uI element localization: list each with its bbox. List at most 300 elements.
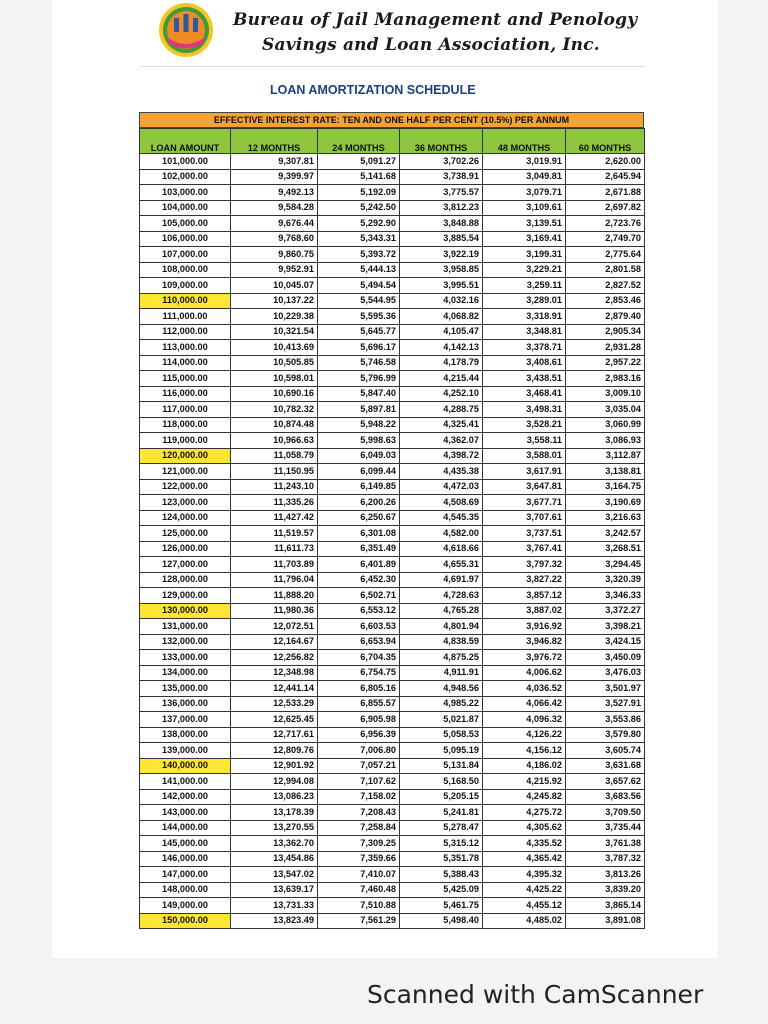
loan-amount-cell: 108,000.00 <box>140 262 231 278</box>
payment-cell: 3,647.81 <box>483 479 566 495</box>
payment-cell: 4,032.16 <box>400 293 483 309</box>
table-row <box>140 479 645 495</box>
payment-cell: 5,645.77 <box>318 324 400 340</box>
payment-cell: 4,911.91 <box>400 665 483 681</box>
payment-cell: 11,703.89 <box>231 557 318 573</box>
loan-amount-cell: 117,000.00 <box>140 402 231 418</box>
payment-cell: 3,109.61 <box>483 200 566 216</box>
payment-cell: 4,156.12 <box>483 743 566 759</box>
payment-cell: 10,782.32 <box>231 402 318 418</box>
payment-cell: 3,775.57 <box>400 185 483 201</box>
payment-cell: 2,957.22 <box>566 355 645 371</box>
payment-cell: 3,848.88 <box>400 216 483 232</box>
table-row <box>140 665 645 681</box>
payment-cell: 3,813.26 <box>566 867 645 883</box>
payment-cell: 3,348.81 <box>483 324 566 340</box>
payment-cell: 4,691.97 <box>400 572 483 588</box>
payment-cell: 11,980.36 <box>231 603 318 619</box>
loan-amount-cell: 113,000.00 <box>140 340 231 356</box>
payment-cell: 2,983.16 <box>566 371 645 387</box>
payment-cell: 3,086.93 <box>566 433 645 449</box>
payment-cell: 12,809.76 <box>231 743 318 759</box>
payment-cell: 10,137.22 <box>231 293 318 309</box>
table-row <box>140 231 645 247</box>
payment-cell: 2,827.52 <box>566 278 645 294</box>
payment-cell: 9,768.60 <box>231 231 318 247</box>
payment-cell: 5,131.84 <box>400 758 483 774</box>
payment-cell: 5,998.63 <box>318 433 400 449</box>
interest-rate-banner: EFFECTIVE INTEREST RATE: TEN AND ONE HALF PER CENT (10.5%) PER ANNUM <box>139 112 644 128</box>
payment-cell: 6,855.57 <box>318 696 400 712</box>
payment-cell: 11,888.20 <box>231 588 318 604</box>
payment-cell: 3,946.82 <box>483 634 566 650</box>
logo-figure-left <box>174 18 179 32</box>
payment-cell: 3,060.99 <box>566 417 645 433</box>
payment-cell: 4,728.63 <box>400 588 483 604</box>
loan-amount-cell: 118,000.00 <box>140 417 231 433</box>
payment-cell: 3,438.51 <box>483 371 566 387</box>
payment-cell: 7,410.07 <box>318 867 400 883</box>
payment-cell: 4,985.22 <box>400 696 483 712</box>
payment-cell: 3,190.69 <box>566 495 645 511</box>
payment-cell: 10,966.63 <box>231 433 318 449</box>
document-title: LOAN AMORTIZATION SCHEDULE <box>270 83 476 97</box>
loan-amount-cell: 103,000.00 <box>140 185 231 201</box>
payment-cell: 4,252.10 <box>400 386 483 402</box>
loan-amount-cell: 133,000.00 <box>140 650 231 666</box>
payment-cell: 2,671.88 <box>566 185 645 201</box>
column-header: 24 MONTHS <box>318 129 400 154</box>
payment-cell: 11,611.73 <box>231 541 318 557</box>
payment-cell: 6,704.35 <box>318 650 400 666</box>
payment-cell: 5,315.12 <box>400 836 483 852</box>
payment-cell: 5,796.99 <box>318 371 400 387</box>
payment-cell: 3,797.32 <box>483 557 566 573</box>
table-row <box>140 495 645 511</box>
payment-cell: 4,105.47 <box>400 324 483 340</box>
payment-cell: 4,398.72 <box>400 448 483 464</box>
payment-cell: 6,250.67 <box>318 510 400 526</box>
payment-cell: 5,242.50 <box>318 200 400 216</box>
loan-amount-cell: 101,000.00 <box>140 154 231 170</box>
payment-cell: 4,508.69 <box>400 495 483 511</box>
loan-amount-cell: 127,000.00 <box>140 557 231 573</box>
payment-cell: 5,278.47 <box>400 820 483 836</box>
loan-amount-cell: 121,000.00 <box>140 464 231 480</box>
payment-cell: 3,268.51 <box>566 541 645 557</box>
loan-amount-cell: 119,000.00 <box>140 433 231 449</box>
payment-cell: 11,427.42 <box>231 510 318 526</box>
loan-amount-cell: 134,000.00 <box>140 665 231 681</box>
payment-cell: 13,731.33 <box>231 898 318 914</box>
payment-cell: 10,505.85 <box>231 355 318 371</box>
column-header: LOAN AMOUNT <box>140 129 231 154</box>
payment-cell: 2,931.28 <box>566 340 645 356</box>
payment-cell: 4,875.25 <box>400 650 483 666</box>
table-row <box>140 557 645 573</box>
payment-cell: 5,494.54 <box>318 278 400 294</box>
loan-amount-cell: 122,000.00 <box>140 479 231 495</box>
payment-cell: 5,095.19 <box>400 743 483 759</box>
payment-cell: 6,956.39 <box>318 727 400 743</box>
payment-cell: 3,735.44 <box>566 820 645 836</box>
payment-cell: 3,169.41 <box>483 231 566 247</box>
loan-amount-cell: 123,000.00 <box>140 495 231 511</box>
payment-cell: 2,853.46 <box>566 293 645 309</box>
payment-cell: 12,441.14 <box>231 681 318 697</box>
payment-cell: 3,677.71 <box>483 495 566 511</box>
payment-cell: 4,036.52 <box>483 681 566 697</box>
loan-amount-cell: 112,000.00 <box>140 324 231 340</box>
payment-cell: 11,243.10 <box>231 479 318 495</box>
payment-cell: 3,259.11 <box>483 278 566 294</box>
payment-cell: 2,723.76 <box>566 216 645 232</box>
payment-cell: 9,584.28 <box>231 200 318 216</box>
payment-cell: 4,435.38 <box>400 464 483 480</box>
payment-cell: 3,887.02 <box>483 603 566 619</box>
table-row <box>140 309 645 325</box>
payment-cell: 3,958.85 <box>400 262 483 278</box>
payment-cell: 7,359.66 <box>318 851 400 867</box>
payment-cell: 7,309.25 <box>318 836 400 852</box>
payment-cell: 5,351.78 <box>400 851 483 867</box>
payment-cell: 3,318.91 <box>483 309 566 325</box>
payment-cell: 3,408.61 <box>483 355 566 371</box>
payment-cell: 13,086.23 <box>231 789 318 805</box>
payment-cell: 9,307.81 <box>231 154 318 170</box>
payment-cell: 4,142.13 <box>400 340 483 356</box>
payment-cell: 3,857.12 <box>483 588 566 604</box>
payment-cell: 9,860.75 <box>231 247 318 263</box>
payment-cell: 3,916.92 <box>483 619 566 635</box>
table-row <box>140 464 645 480</box>
table-row <box>140 402 645 418</box>
payment-cell: 4,765.28 <box>400 603 483 619</box>
table-row <box>140 603 645 619</box>
payment-cell: 5,168.50 <box>400 774 483 790</box>
payment-cell: 9,399.97 <box>231 169 318 185</box>
payment-cell: 3,009.10 <box>566 386 645 402</box>
payment-cell: 3,865.14 <box>566 898 645 914</box>
payment-cell: 6,452.30 <box>318 572 400 588</box>
table-row <box>140 898 645 914</box>
payment-cell: 12,256.82 <box>231 650 318 666</box>
loan-amount-cell: 124,000.00 <box>140 510 231 526</box>
loan-amount-cell: 129,000.00 <box>140 588 231 604</box>
payment-cell: 3,827.22 <box>483 572 566 588</box>
payment-cell: 4,245.82 <box>483 789 566 805</box>
column-header: 48 MONTHS <box>483 129 566 154</box>
table-row <box>140 200 645 216</box>
payment-cell: 3,450.09 <box>566 650 645 666</box>
loan-amount-cell: 136,000.00 <box>140 696 231 712</box>
payment-cell: 7,208.43 <box>318 805 400 821</box>
table-row <box>140 541 645 557</box>
loan-amount-cell: 148,000.00 <box>140 882 231 898</box>
payment-cell: 4,365.42 <box>483 851 566 867</box>
table-row <box>140 154 645 170</box>
payment-cell: 3,289.01 <box>483 293 566 309</box>
payment-cell: 13,547.02 <box>231 867 318 883</box>
loan-amount-cell: 138,000.00 <box>140 727 231 743</box>
payment-cell: 2,775.64 <box>566 247 645 263</box>
payment-cell: 3,229.21 <box>483 262 566 278</box>
payment-cell: 13,178.39 <box>231 805 318 821</box>
loan-amount-cell: 128,000.00 <box>140 572 231 588</box>
payment-cell: 4,472.03 <box>400 479 483 495</box>
table-row <box>140 216 645 232</box>
payment-cell: 4,096.32 <box>483 712 566 728</box>
payment-cell: 10,413.69 <box>231 340 318 356</box>
payment-cell: 5,091.27 <box>318 154 400 170</box>
payment-cell: 4,126.22 <box>483 727 566 743</box>
table-row <box>140 185 645 201</box>
payment-cell: 3,885.54 <box>400 231 483 247</box>
loan-amount-cell: 146,000.00 <box>140 851 231 867</box>
loan-amount-cell: 142,000.00 <box>140 789 231 805</box>
payment-cell: 3,891.08 <box>566 913 645 929</box>
loan-amount-cell: 141,000.00 <box>140 774 231 790</box>
payment-cell: 3,378.71 <box>483 340 566 356</box>
payment-cell: 6,149.85 <box>318 479 400 495</box>
logo-figure-center <box>184 14 189 32</box>
payment-cell: 5,205.15 <box>400 789 483 805</box>
table-row <box>140 169 645 185</box>
payment-cell: 6,200.26 <box>318 495 400 511</box>
payment-cell: 4,425.22 <box>483 882 566 898</box>
payment-cell: 3,019.91 <box>483 154 566 170</box>
payment-cell: 4,618.66 <box>400 541 483 557</box>
loan-amount-cell: 135,000.00 <box>140 681 231 697</box>
loan-amount-cell: 102,000.00 <box>140 169 231 185</box>
payment-cell: 12,625.45 <box>231 712 318 728</box>
loan-amount-cell: 104,000.00 <box>140 200 231 216</box>
table-row <box>140 293 645 309</box>
loan-amount-cell: 131,000.00 <box>140 619 231 635</box>
table-row <box>140 789 645 805</box>
payment-cell: 3,631.68 <box>566 758 645 774</box>
loan-amount-cell: 110,000.00 <box>140 293 231 309</box>
payment-cell: 3,617.91 <box>483 464 566 480</box>
payment-cell: 4,186.02 <box>483 758 566 774</box>
payment-cell: 3,320.39 <box>566 572 645 588</box>
payment-cell: 4,215.44 <box>400 371 483 387</box>
payment-cell: 6,099.44 <box>318 464 400 480</box>
payment-cell: 3,657.62 <box>566 774 645 790</box>
loan-amount-cell: 149,000.00 <box>140 898 231 914</box>
payment-cell: 13,362.70 <box>231 836 318 852</box>
organization-name: Bureau of Jail Management and Penology <box>233 10 638 30</box>
payment-cell: 6,301.08 <box>318 526 400 542</box>
payment-cell: 12,901.92 <box>231 758 318 774</box>
payment-cell: 4,325.41 <box>400 417 483 433</box>
table-row <box>140 712 645 728</box>
payment-cell: 3,372.27 <box>566 603 645 619</box>
payment-cell: 4,485.02 <box>483 913 566 929</box>
payment-cell: 7,460.48 <box>318 882 400 898</box>
payment-cell: 9,492.13 <box>231 185 318 201</box>
table-body <box>140 154 645 929</box>
table-row <box>140 572 645 588</box>
payment-cell: 5,425.09 <box>400 882 483 898</box>
table-row <box>140 324 645 340</box>
table-row <box>140 758 645 774</box>
table-header-row <box>140 129 645 154</box>
payment-cell: 5,948.22 <box>318 417 400 433</box>
table-row <box>140 805 645 821</box>
table-row <box>140 836 645 852</box>
payment-cell: 6,653.94 <box>318 634 400 650</box>
loan-amount-cell: 143,000.00 <box>140 805 231 821</box>
header-divider <box>140 66 645 67</box>
payment-cell: 10,229.38 <box>231 309 318 325</box>
loan-amount-cell: 139,000.00 <box>140 743 231 759</box>
payment-cell: 12,717.61 <box>231 727 318 743</box>
payment-cell: 3,737.51 <box>483 526 566 542</box>
payment-cell: 13,270.55 <box>231 820 318 836</box>
table-row <box>140 867 645 883</box>
payment-cell: 3,079.71 <box>483 185 566 201</box>
loan-amount-cell: 126,000.00 <box>140 541 231 557</box>
table-row <box>140 417 645 433</box>
payment-cell: 4,066.42 <box>483 696 566 712</box>
payment-cell: 2,879.40 <box>566 309 645 325</box>
payment-cell: 6,502.71 <box>318 588 400 604</box>
loan-amount-cell: 114,000.00 <box>140 355 231 371</box>
payment-cell: 7,510.88 <box>318 898 400 914</box>
payment-cell: 3,995.51 <box>400 278 483 294</box>
payment-cell: 4,838.59 <box>400 634 483 650</box>
payment-cell: 7,158.02 <box>318 789 400 805</box>
payment-cell: 5,847.40 <box>318 386 400 402</box>
payment-cell: 5,241.81 <box>400 805 483 821</box>
payment-cell: 4,288.75 <box>400 402 483 418</box>
loan-amount-cell: 144,000.00 <box>140 820 231 836</box>
column-header: 60 MONTHS <box>566 129 645 154</box>
payment-cell: 7,258.84 <box>318 820 400 836</box>
payment-cell: 2,697.82 <box>566 200 645 216</box>
payment-cell: 2,749.70 <box>566 231 645 247</box>
payment-cell: 6,553.12 <box>318 603 400 619</box>
payment-cell: 5,292.90 <box>318 216 400 232</box>
loan-amount-cell: 130,000.00 <box>140 603 231 619</box>
payment-cell: 4,305.62 <box>483 820 566 836</box>
payment-cell: 3,476.03 <box>566 665 645 681</box>
table-row <box>140 727 645 743</box>
payment-cell: 3,922.19 <box>400 247 483 263</box>
logo-figure-right <box>193 18 198 32</box>
payment-cell: 3,035.04 <box>566 402 645 418</box>
payment-cell: 3,579.80 <box>566 727 645 743</box>
payment-cell: 13,823.49 <box>231 913 318 929</box>
table-row <box>140 681 645 697</box>
loan-amount-cell: 140,000.00 <box>140 758 231 774</box>
payment-cell: 7,057.21 <box>318 758 400 774</box>
payment-cell: 5,058.53 <box>400 727 483 743</box>
payment-cell: 3,164.75 <box>566 479 645 495</box>
payment-cell: 2,620.00 <box>566 154 645 170</box>
table-row <box>140 820 645 836</box>
payment-cell: 3,558.11 <box>483 433 566 449</box>
table-row <box>140 433 645 449</box>
payment-cell: 6,351.49 <box>318 541 400 557</box>
table-row <box>140 913 645 929</box>
payment-cell: 3,498.31 <box>483 402 566 418</box>
payment-cell: 4,068.82 <box>400 309 483 325</box>
payment-cell: 5,746.58 <box>318 355 400 371</box>
table-row <box>140 619 645 635</box>
payment-cell: 4,335.52 <box>483 836 566 852</box>
payment-cell: 5,141.68 <box>318 169 400 185</box>
table-row <box>140 882 645 898</box>
payment-cell: 12,072.51 <box>231 619 318 635</box>
payment-cell: 3,468.41 <box>483 386 566 402</box>
payment-cell: 5,444.13 <box>318 262 400 278</box>
payment-cell: 5,388.43 <box>400 867 483 883</box>
payment-cell: 9,952.91 <box>231 262 318 278</box>
payment-cell: 3,605.74 <box>566 743 645 759</box>
payment-cell: 2,801.58 <box>566 262 645 278</box>
payment-cell: 4,275.72 <box>483 805 566 821</box>
payment-cell: 3,738.91 <box>400 169 483 185</box>
payment-cell: 5,192.09 <box>318 185 400 201</box>
payment-cell: 4,215.92 <box>483 774 566 790</box>
table-row <box>140 386 645 402</box>
payment-cell: 11,058.79 <box>231 448 318 464</box>
table-row <box>140 448 645 464</box>
table-row <box>140 588 645 604</box>
amortization-table <box>139 128 645 929</box>
payment-cell: 4,948.56 <box>400 681 483 697</box>
payment-cell: 4,362.07 <box>400 433 483 449</box>
payment-cell: 12,348.98 <box>231 665 318 681</box>
loan-amount-cell: 111,000.00 <box>140 309 231 325</box>
payment-cell: 12,994.08 <box>231 774 318 790</box>
payment-cell: 3,976.72 <box>483 650 566 666</box>
table-row <box>140 355 645 371</box>
payment-cell: 5,393.72 <box>318 247 400 263</box>
payment-cell: 10,690.16 <box>231 386 318 402</box>
payment-cell: 3,112.87 <box>566 448 645 464</box>
loan-amount-cell: 105,000.00 <box>140 216 231 232</box>
table-row <box>140 278 645 294</box>
payment-cell: 2,905.34 <box>566 324 645 340</box>
payment-cell: 6,754.75 <box>318 665 400 681</box>
loan-amount-cell: 115,000.00 <box>140 371 231 387</box>
payment-cell: 13,454.86 <box>231 851 318 867</box>
payment-cell: 5,461.75 <box>400 898 483 914</box>
loan-amount-cell: 116,000.00 <box>140 386 231 402</box>
payment-cell: 3,702.26 <box>400 154 483 170</box>
loan-amount-cell: 109,000.00 <box>140 278 231 294</box>
payment-cell: 12,164.67 <box>231 634 318 650</box>
loan-amount-cell: 145,000.00 <box>140 836 231 852</box>
payment-cell: 5,343.31 <box>318 231 400 247</box>
table-row <box>140 510 645 526</box>
loan-amount-cell: 132,000.00 <box>140 634 231 650</box>
payment-cell: 3,812.23 <box>400 200 483 216</box>
payment-cell: 4,801.94 <box>400 619 483 635</box>
payment-cell: 3,839.20 <box>566 882 645 898</box>
payment-cell: 3,424.15 <box>566 634 645 650</box>
payment-cell: 12,533.29 <box>231 696 318 712</box>
payment-cell: 11,335.26 <box>231 495 318 511</box>
table-row <box>140 774 645 790</box>
payment-cell: 5,544.95 <box>318 293 400 309</box>
loan-amount-cell: 147,000.00 <box>140 867 231 883</box>
payment-cell: 7,006.80 <box>318 743 400 759</box>
payment-cell: 3,398.21 <box>566 619 645 635</box>
